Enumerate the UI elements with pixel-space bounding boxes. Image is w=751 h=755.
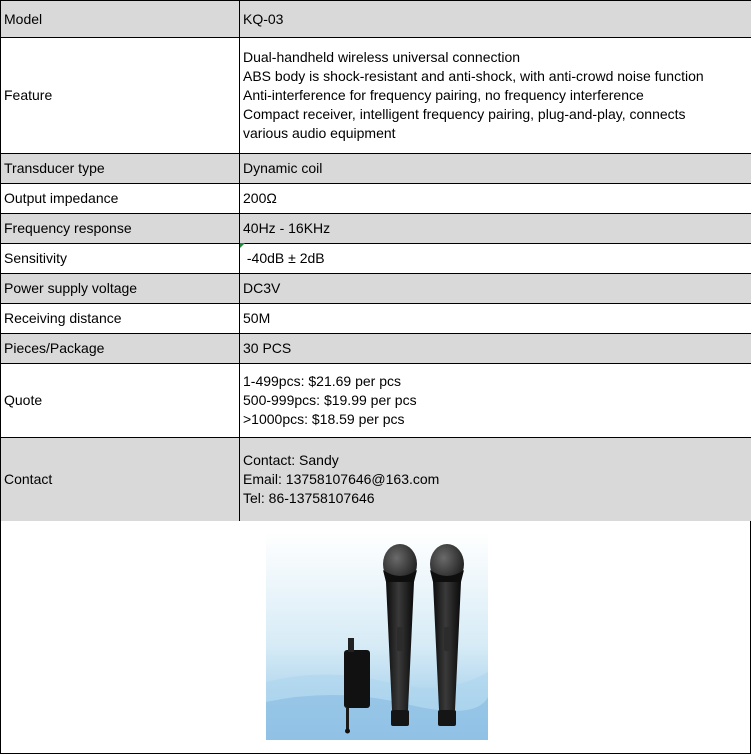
table-row-package bbox=[1, 334, 751, 364]
wireless-microphone-set-photo bbox=[266, 532, 488, 740]
cell-comment-marker-icon bbox=[240, 243, 245, 248]
row-label: Pieces/Package bbox=[1, 334, 240, 364]
feature-line: Compact receiver, intelligent frequency pairing, plug-and-play, connects bbox=[243, 106, 686, 122]
row-value: 200Ω bbox=[240, 184, 751, 214]
table-row-sensitivity bbox=[1, 244, 751, 274]
table-row-voltage bbox=[1, 274, 751, 304]
feature-line: various audio equipment bbox=[243, 125, 396, 141]
quote-line: 1-499pcs: $21.69 per pcs bbox=[243, 373, 401, 389]
table-row-distance bbox=[1, 304, 751, 334]
quote-line: >1000pcs: $18.59 per pcs bbox=[243, 411, 405, 427]
feature-line: Anti-interference for frequency pairing, no frequency interference bbox=[243, 87, 644, 103]
contact-line: Email: 13758107646@163.com bbox=[243, 471, 440, 487]
contact-line: Contact: Sandy bbox=[243, 452, 339, 468]
table-row-model bbox=[1, 1, 751, 38]
row-value-multiline bbox=[240, 38, 751, 154]
row-value: -40dB ± 2dB bbox=[240, 244, 751, 274]
row-label: Output impedance bbox=[1, 184, 240, 214]
row-value-multiline bbox=[240, 364, 751, 438]
table-row-quote bbox=[1, 364, 751, 438]
table-row-impedance bbox=[1, 184, 751, 214]
row-value: 40Hz - 16KHz bbox=[240, 214, 751, 244]
row-value: 30 PCS bbox=[240, 334, 751, 364]
row-label: Transducer type bbox=[1, 154, 240, 184]
table-row-feature bbox=[1, 38, 751, 154]
row-value: Dynamic coil bbox=[240, 154, 751, 184]
row-label: Sensitivity bbox=[1, 244, 240, 274]
product-image-cell bbox=[0, 521, 751, 754]
table-row-frequency bbox=[1, 214, 751, 244]
contact-line: Tel: 86-13758107646 bbox=[243, 490, 375, 506]
row-label: Model bbox=[1, 1, 240, 38]
row-label: Frequency response bbox=[1, 214, 240, 244]
row-label: Quote bbox=[1, 364, 240, 438]
table-row-transducer bbox=[1, 154, 751, 184]
feature-line: Dual-handheld wireless universal connection bbox=[243, 49, 521, 65]
row-value: KQ-03 bbox=[240, 1, 751, 38]
row-value: 50M bbox=[240, 304, 751, 334]
row-label: Feature bbox=[1, 38, 240, 154]
feature-line: ABS body is shock-resistant and anti-shock, with anti-crowd noise function bbox=[243, 68, 704, 84]
row-label: Receiving distance bbox=[1, 304, 240, 334]
row-label: Contact bbox=[1, 438, 240, 522]
table-row-contact bbox=[1, 438, 751, 522]
row-value-multiline bbox=[240, 438, 751, 522]
quote-line: 500-999pcs: $19.99 per pcs bbox=[243, 392, 417, 408]
row-value: DC3V bbox=[240, 274, 751, 304]
row-label: Power supply voltage bbox=[1, 274, 240, 304]
